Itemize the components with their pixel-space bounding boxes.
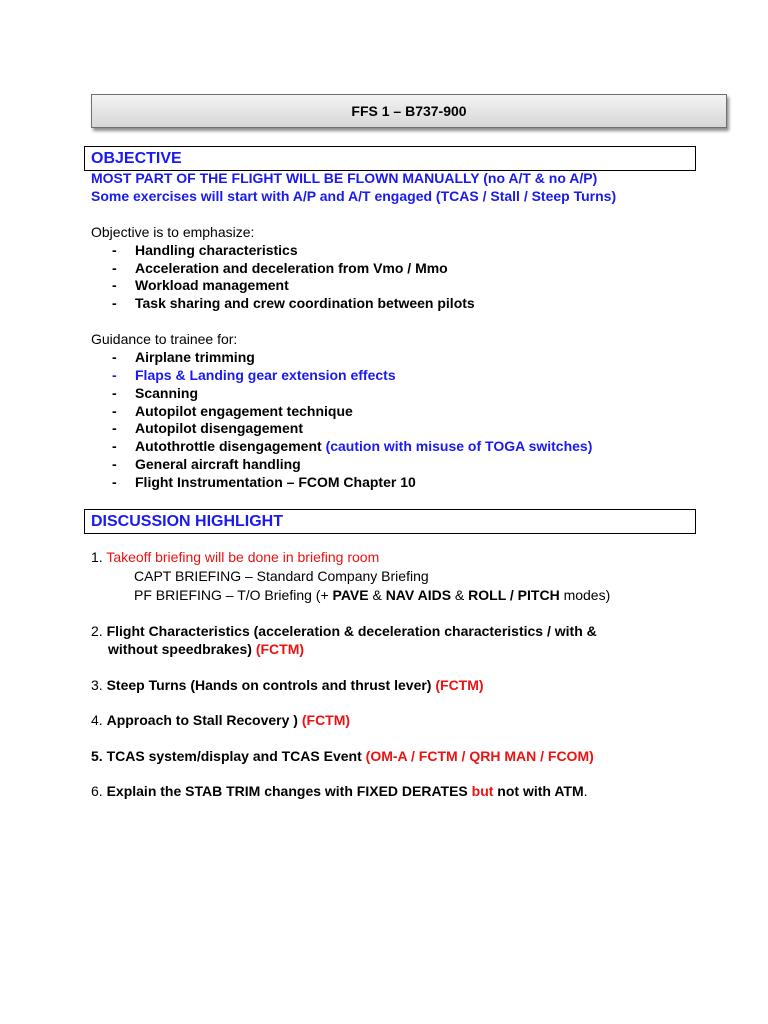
discussion-item-1: 1. Takeoff briefing will be done in briefing room bbox=[91, 549, 380, 565]
objective-heading: OBJECTIVE bbox=[84, 146, 696, 171]
discussion-item-2-cont: without speedbrakes) (FCTM) bbox=[108, 641, 305, 657]
objective-line-2: Some exercises will start with A/P and A/T engaged (TCAS / Stall / Steep Turns) bbox=[91, 188, 617, 204]
capt-briefing: CAPT BRIEFING – Standard Company Briefing bbox=[134, 568, 429, 584]
discussion-item-3: 3. Steep Turns (Hands on controls and thrust lever) (FCTM) bbox=[91, 677, 484, 693]
emphasize-intro: Objective is to emphasize: bbox=[91, 224, 255, 240]
discussion-item-4: 4. Approach to Stall Recovery ) (FCTM) bbox=[91, 712, 351, 728]
discussion-heading: DISCUSSION HIGHLIGHT bbox=[84, 509, 696, 534]
guidance-intro: Guidance to trainee for: bbox=[91, 331, 238, 347]
toga-caution-note: (caution with misuse of TOGA switches) bbox=[325, 438, 593, 454]
discussion-item-6: 6. Explain the STAB TRIM changes with FIXED DERATES but not with ATM. bbox=[91, 783, 588, 799]
discussion-item-5: 5. TCAS system/display and TCAS Event (OM-A / FCTM / QRH MAN / FCOM) bbox=[91, 748, 594, 764]
pf-briefing: PF BRIEFING – T/O Briefing (+ PAVE & NAV AIDS & ROLL / PITCH modes) bbox=[134, 587, 611, 603]
document-title: FFS 1 – B737-900 bbox=[91, 94, 727, 128]
discussion-item-2: 2. Flight Characteristics (acceleration & deceleration characteristics / with & bbox=[91, 623, 597, 639]
objective-line-1: MOST PART OF THE FLIGHT WILL BE FLOWN MANUALLY (no A/T & no A/P) bbox=[91, 170, 598, 186]
